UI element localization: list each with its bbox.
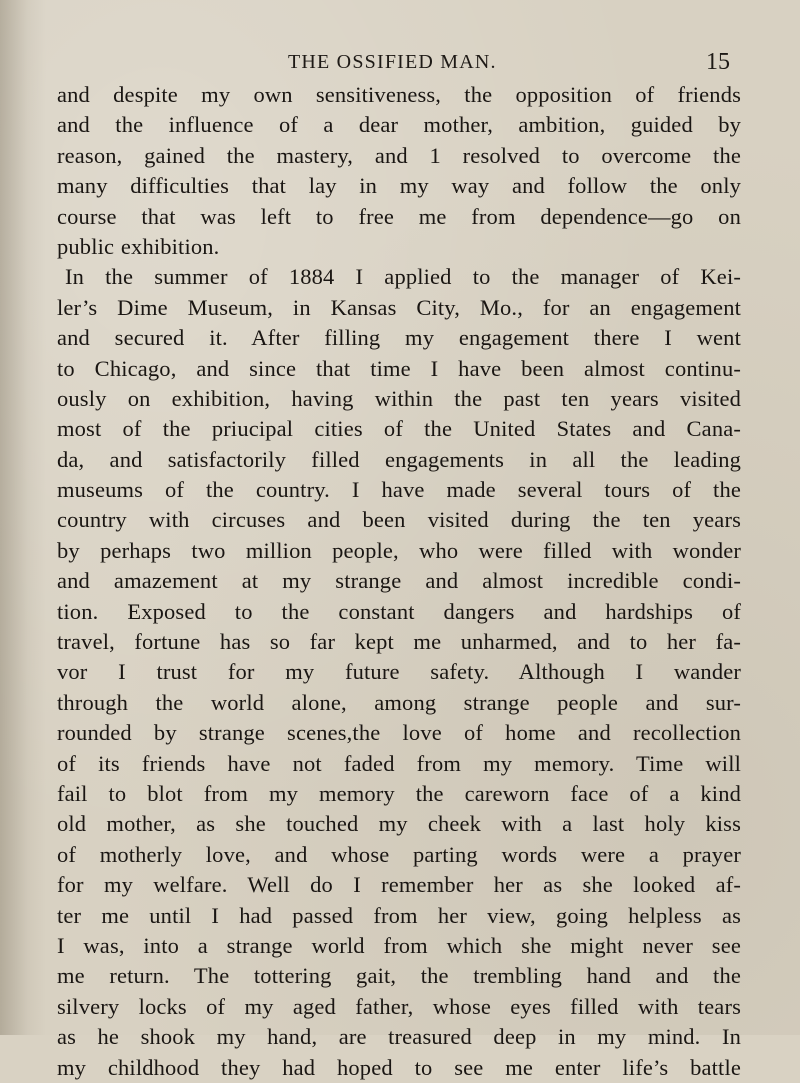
text-line: course that was left to free me from dependence—go on	[57, 203, 741, 229]
text-line: travel, fortune has so far kept me unharmed, and to her fa-	[57, 629, 741, 655]
text-line: country with circuses and been visited during the ten years	[57, 507, 741, 533]
text-line: and the influence of a dear mother, ambition, guided by	[57, 112, 741, 138]
text-line: tion. Exposed to the constant dangers and hardships of	[57, 598, 741, 624]
text-line: and amazement at my strange and almost incredible condi-	[57, 568, 741, 594]
text-line: of its friends have not faded from my memory. Time will	[57, 750, 741, 776]
text-line: me return. The tottering gait, the trembling hand and the	[57, 963, 741, 989]
paragraph-start-line: In the summer of 1884 I applied to the manager of Kei-	[65, 264, 741, 290]
text-line: of motherly love, and whose parting words were a prayer	[57, 841, 741, 867]
page-number: 15	[706, 49, 730, 75]
text-line: to Chicago, and since that time I have been almost continu-	[57, 355, 741, 381]
text-line: fail to blot from my memory the careworn face of a kind	[57, 780, 741, 806]
text-line: and secured it. After filling my engagement there I went	[57, 325, 741, 351]
text-line: I was, into a strange world from which she might never see	[57, 932, 741, 958]
running-header	[0, 47, 800, 77]
body-text	[57, 80, 741, 1083]
text-line: for my welfare. Well do I remember her as she looked af-	[57, 872, 741, 898]
text-line: ler’s Dime Museum, in Kansas City, Mo., for an engagement	[57, 294, 741, 320]
text-line: as he shook my hand, are treasured deep in my mind. In	[57, 1024, 741, 1050]
text-line: rounded by strange scenes,the love of home and recollection	[57, 720, 741, 746]
running-title: THE OSSIFIED MAN.	[288, 51, 497, 73]
text-line: public exhibition.	[57, 233, 220, 259]
text-line: through the world alone, among strange people and sur-	[57, 689, 741, 715]
text-line: vor I trust for my future safety. Although I wander	[57, 659, 741, 685]
text-line: many difficulties that lay in my way and follow the only	[57, 173, 741, 199]
text-line: silvery locks of my aged father, whose eyes filled with tears	[57, 993, 741, 1019]
text-line: ter me until I had passed from her view, going helpless as	[57, 902, 741, 928]
text-line: old mother, as she touched my cheek with a last holy kiss	[57, 811, 741, 837]
text-line: my childhood they had hoped to see me enter life’s battle	[57, 1054, 741, 1080]
text-line: and despite my own sensitiveness, the opposition of friends	[57, 82, 741, 107]
text-line: reason, gained the mastery, and 1 resolved to overcome the	[57, 142, 741, 168]
text-line: museums of the country. I have made several tours of the	[57, 477, 741, 503]
page-gutter-shadow	[0, 0, 46, 1035]
text-line: by perhaps two million people, who were filled with wonder	[57, 537, 741, 563]
text-line: ously on exhibition, having within the past ten years visited	[57, 385, 741, 411]
text-line: da, and satisfactorily filled engagements in all the leading	[57, 446, 741, 472]
text-line: most of the priucipal cities of the United States and Cana-	[57, 416, 741, 442]
